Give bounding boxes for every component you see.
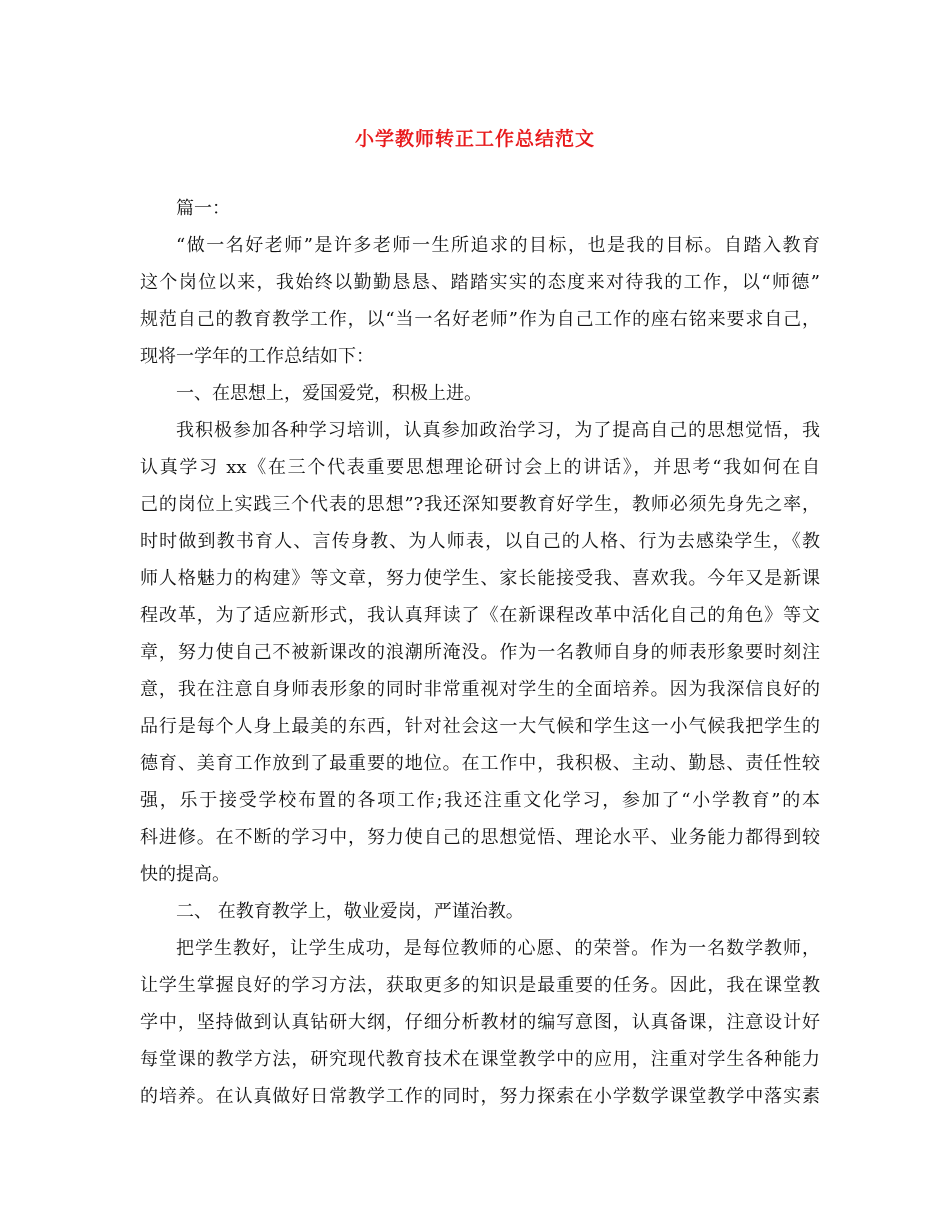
text-line: 我积极参加各种学习培训，认真参加政治学习，为了提高自己的思想觉悟，我 [176, 420, 820, 441]
text-line: 己的岗位上实践三个代表的思想”?我还深知要教育好学生，教师必须先身先之率， [140, 494, 820, 515]
text-line: “做一名好老师”是许多老师一生所追求的目标，也是我的目标。自踏入教育 [176, 235, 820, 256]
text-line: 认真学习 xx《在三个代表重要思想理论研讨会上的讲话》，并思考“我如何在自 [140, 457, 820, 478]
text-line: 学中，坚持做到认真钻研大纲，仔细分析教材的编写意图，认真备课，注意设计好 [140, 1012, 820, 1033]
text-line: 师人格魅力的构建》等文章，努力使学生、家长能接受我、喜欢我。今年又是新课 [140, 568, 820, 589]
text-line: 强，乐于接受学校布置的各项工作;我还注重文化学习，参加了“小学教育”的本 [140, 790, 820, 811]
document-body [140, 190, 820, 1115]
text-line: 程改革，为了适应新形式，我认真拜读了《在新课程改革中活化自己的角色》等文 [140, 605, 820, 626]
text-line: 把学生教好，让学生成功，是每位教师的心愿、的荣誉。作为一名数学教师， [176, 938, 820, 959]
text-line: 一、在思想上，爱国爱党，积极上进。 [176, 383, 482, 404]
text-line: 快的提高。 [140, 864, 230, 885]
text-line: 的培养。在认真做好日常教学工作的同时，努力探索在小学数学课堂教学中落实素 [140, 1086, 820, 1107]
text-line: 规范自己的教育教学工作，以“当一名好老师”作为自己工作的座右铭来要求自己， [140, 309, 820, 330]
text-line: 品行是每个人身上最美的东西，针对社会这一大气候和学生这一小气候我把学生的 [140, 716, 820, 737]
text-line: 现将一学年的工作总结如下： [140, 346, 374, 367]
text-line: 让学生掌握良好的学习方法，获取更多的知识是最重要的任务。因此，我在课堂教 [140, 975, 820, 996]
text-line: 章，努力使自己不被新课改的浪潮所淹没。作为一名教师自身的师表形象要时刻注 [140, 642, 820, 663]
text-line: 每堂课的教学方法，研究现代教育技术在课堂教学中的应用，注重对学生各种能力 [140, 1049, 820, 1070]
text-line: 意，我在注意自身师表形象的同时非常重视对学生的全面培养。因为我深信良好的 [140, 679, 820, 700]
text-line: 这个岗位以来，我始终以勤勤恳恳、踏踏实实的态度来对待我的工作，以“师德” [140, 272, 820, 293]
document-title: 小学教师转正工作总结范文 [354, 128, 595, 150]
text-line: 二、 在教育教学上，敬业爱岗，严谨治教。 [176, 901, 524, 922]
text-line: 德育、美育工作放到了最重要的地位。在工作中，我积极、主动、勤恳、责任性较 [140, 753, 820, 774]
text-line: 科进修。在不断的学习中，努力使自己的思想觉悟、理论水平、业务能力都得到较 [140, 827, 820, 848]
text-line: 时时做到教书育人、言传身教、为人师表，以自己的人格、行为去感染学生，《教 [140, 531, 820, 552]
text-line: 篇一： [176, 198, 230, 219]
